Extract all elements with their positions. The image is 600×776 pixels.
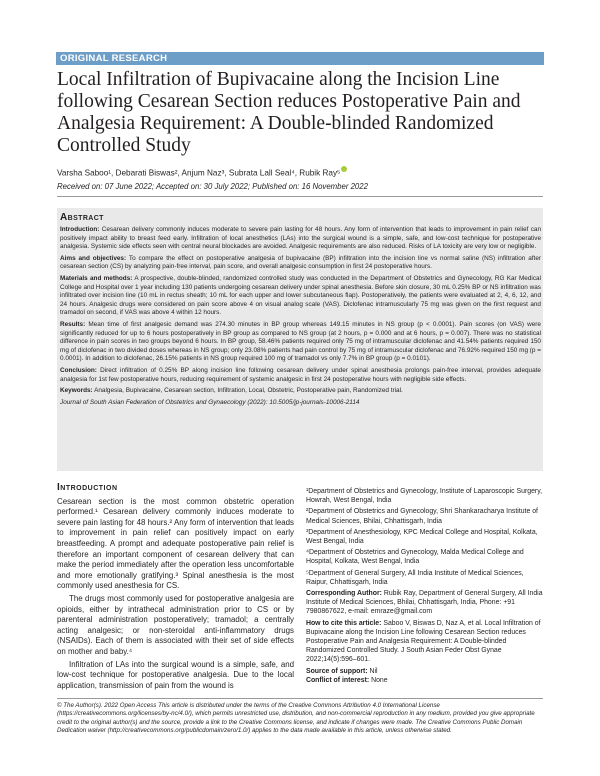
abstract-methods-label: Materials and methods: xyxy=(60,274,133,282)
article-type-banner: ORIGINAL RESEARCH xyxy=(56,52,544,65)
abstract-conclusion-text: Direct infiltration of 0.25% BP along incision line following cesarean delivery under spinal anesthesia prolongs pain-free interval, provides adequate analgesia for 1st few postoperative hours, reducing requirement of systemic analgesic in first 24 postoperative hours with negligible side effects. xyxy=(60,366,541,383)
introduction-heading: Introduction xyxy=(57,482,118,493)
abstract-keywords-text: Analgesia, Bupivacaine, Cesarean section, Infiltration, Local, Obstetric, Postoperative pain, Randomized trial. xyxy=(92,387,403,395)
license-footer: © The Author(s). 2022 Open Access This article is distributed under the terms of the Creative Commons Attribution 4.0 International License (https://creativecommons.org/licenses/by-nc/4.0/), which permits unrestricted use, distribution, and non-commercial reproduction in any medium, provided you give appropriate credit to the original author(s) and the source, provide a link to the Creative Commons license, and indicate if changes were made. The Creative Commons Public Domain Dedication waiver (http://creativecommons.org/publicdomain/zero/1.0/) applies to the data made available in this article, unless otherwise stated. xyxy=(57,702,535,735)
conflict-of-interest xyxy=(306,676,543,685)
abstract-keywords xyxy=(60,387,541,396)
publication-dates: Received on: 07 June 2022; Accepted on: 30 July 2022; Published on: 16 November 2022 xyxy=(57,182,368,191)
corresponding-label: Corresponding Author: xyxy=(306,590,382,598)
abstract-citation xyxy=(60,399,541,408)
article-title: Local Infiltration of Bupivacaine along the Incision Line following Cesarean Section reduces Postoperative Pain and Analgesia Requirement: A Double-blinded Randomized Controlled Study xyxy=(57,69,521,156)
introduction-paragraph: Infiltration of LAs into the surgical wound is a simple, safe, and low-cost technique for postoperative analgesia. Due to the local application, transmission of pain from the wound is xyxy=(57,659,294,690)
abstract-intro-label: Introduction: xyxy=(60,226,100,233)
abstract-aims-text: To compare the effect on postoperative analgesia of bupivacaine (BP) infiltration into the incision line vs normal saline (NS) infiltration after cesarean section (CS) by analyzing pain-free interval, pain score, and overall analgesic consumption in first 24 postoperative hours. xyxy=(60,254,541,271)
abstract-conclusion xyxy=(60,367,541,384)
source-of-support xyxy=(306,667,543,676)
author-list xyxy=(57,166,543,179)
abstract-introduction xyxy=(60,226,541,252)
conflict-label: Conflict of interest: xyxy=(306,676,370,684)
author-names: Varsha Saboo¹, Debarati Biswas², Anjum Naz³, Subrata Lall Seal⁴, Rubik Ray⁵ xyxy=(57,168,341,178)
abstract-results-text: Mean time of first analgesic demand was 274.30 minutes in BP group whereas 149.15 minutes in NS group (p < 0.0001). Pain scores (on VAS) were significantly reduced for up to 6 hours postoperatively in BP group as compared to NS group (at 2 hours, p = 0.000 and at 6 hours, p = 0.007). There was no statistical difference in pain scores in two groups beyond 6 hours. In BP group, 58.46% patients required only 75 mg of intramuscular diclofenac and 41.54% patients required 150 mg of diclofenac in two divided doses whereas in NS group; only 23.08% patients had pain control by 75 mg of intramuscular diclofenac and 76.92% required 150 mg (p = 0.0001). In addition to diclofenac, 26.15% patients in NS group required 100 mg of tramadol vs only 7.7% in BP group (p = 0.0101). xyxy=(60,320,541,363)
header-divider xyxy=(57,196,543,197)
corresponding-author xyxy=(306,589,543,617)
introduction-paragraph: Cesarean section is the most common obstetric operation performed.¹ Cesarean delivery commonly induces moderate to severe pain lasting for 48 hours.² Any form of intervention that leads to improvement in pain relief can positively impact on early breastfeeding. A prompt and adequate postoperative pain relief is therefore an important component of cesarean delivery that can make the period immediately after the operation less uncomfortable and more emotionally gratifying.³ Spinal anesthesia is the most commonly used anesthesia for CS. xyxy=(57,496,294,591)
cite-text: Saboo V, Biswas D, Naz A, et al. Local Infiltration of Bupivacaine along the Incision Line following Cesarean Section reduces Postoperative Pain and Analgesia Requirement: A Double-blinded Randomized Controlled Study. J South Asian Feder Obst Gynae 2022;14(5):596–601. xyxy=(306,619,541,664)
abstract-results-label: Results: xyxy=(60,320,86,328)
conflict-text: None xyxy=(369,676,388,684)
abstract-conclusion-label: Conclusion: xyxy=(60,366,97,374)
abstract-body xyxy=(60,226,541,410)
introduction-paragraph: The drugs most commonly used for postoperative analgesia are opioids, either by intrathecal administration prior to CS or by parenteral administration postoperatively; tramadol; a centrally acting analgesic; or non-steroidal anti-inflammatory drugs (NSAIDs). Each of them is associated with their set of side effects on mother and baby.⁴ xyxy=(57,593,294,656)
abstract-aims-label: Aims and objectives: xyxy=(60,254,127,262)
abstract-aims xyxy=(60,255,541,272)
affiliation: ³Department of Anesthesiology, KPC Medical College and Hospital, Kolkata, West Bengal, India xyxy=(306,528,538,546)
orcid-icon[interactable] xyxy=(341,166,347,172)
footer-divider xyxy=(57,698,543,699)
journal-citation: Journal of South Asian Federation of Obstetrics and Gynaecology (2022): 10.5005/jp-journals-10006-2114 xyxy=(60,398,360,406)
abstract-results xyxy=(60,321,541,364)
support-label: Source of support: xyxy=(306,667,368,675)
abstract-methods-text: A prospective, double-blinded, randomized controlled study was conducted in the Department of Obstetrics and Gynecology, RG Kar Medical College and Hospital over 1 year including 130 patients undergoing cesarean delivery under spinal anesthesia. Before skin closure, 30 mL 0.25% BP or NS infiltration was infiltrated over incision line (10 mL in rectus sheath; 10 mL for each upper and lower subcutaneous flap). Postoperatively, the patients were evaluated at 2, 4, 6, 12, and 24 hours. Analgesic drugs were considered on pain score above 4 on visual analog scale (VAS). Diclofenac intramuscularly 75 mg was given on the first request and tramadol on second, if VAS was above 4 within 12 hours. xyxy=(60,274,541,317)
cite-label: How to cite this article: xyxy=(306,619,382,627)
abstract-heading: Abstract xyxy=(60,212,104,223)
affiliation: ⁴Department of Obstetrics and Gynecology, Malda Medical College and Hospital, Kolkata, West Bengal, India xyxy=(306,549,524,566)
affiliation: ²Department of Obstetrics and Gynecology, Shri Shankaracharya Institute of Medical Sciences, Bhilai, Chhattisgarh, India xyxy=(306,508,538,525)
affiliation: ¹Department of Obstetrics and Gynecology, Institute of Laparoscopic Surgery, Howrah, West Bengal, India xyxy=(306,488,543,505)
abstract-methods xyxy=(60,275,541,318)
introduction-section xyxy=(57,483,294,693)
corresponding-text: Rubik Ray, Department of General Surgery, All India Institute of Medical Sciences, Bhilai, Chhattisgarh, India, Phone: +91 7980867622, e-mail: emraze@gmail.com xyxy=(306,590,543,616)
article-info-column xyxy=(306,487,543,685)
abstract-keywords-label: Keywords: xyxy=(60,387,93,395)
how-to-cite xyxy=(306,619,543,665)
support-text: Nil xyxy=(367,667,378,675)
abstract-intro-text: Cesarean delivery commonly induces moderate to severe pain lasting for 48 hours. Any form of intervention that leads to improvement in pain relief can positively impact ability to breast feed early. Infiltration of local anesthetics (LAs) into the surgical wound is a simple, safe, and low-cost technique for postoperative analgesia. Systemic side effects seen with central neural blockades are avoided. Analgesic requirements are also reduced. Risks of LA toxicity are very low or negligible. xyxy=(60,226,541,251)
affiliation: ⁵Department of General Surgery, All India Institute of Medical Sciences, Raipur, Chhattisgarh, India xyxy=(306,569,524,586)
